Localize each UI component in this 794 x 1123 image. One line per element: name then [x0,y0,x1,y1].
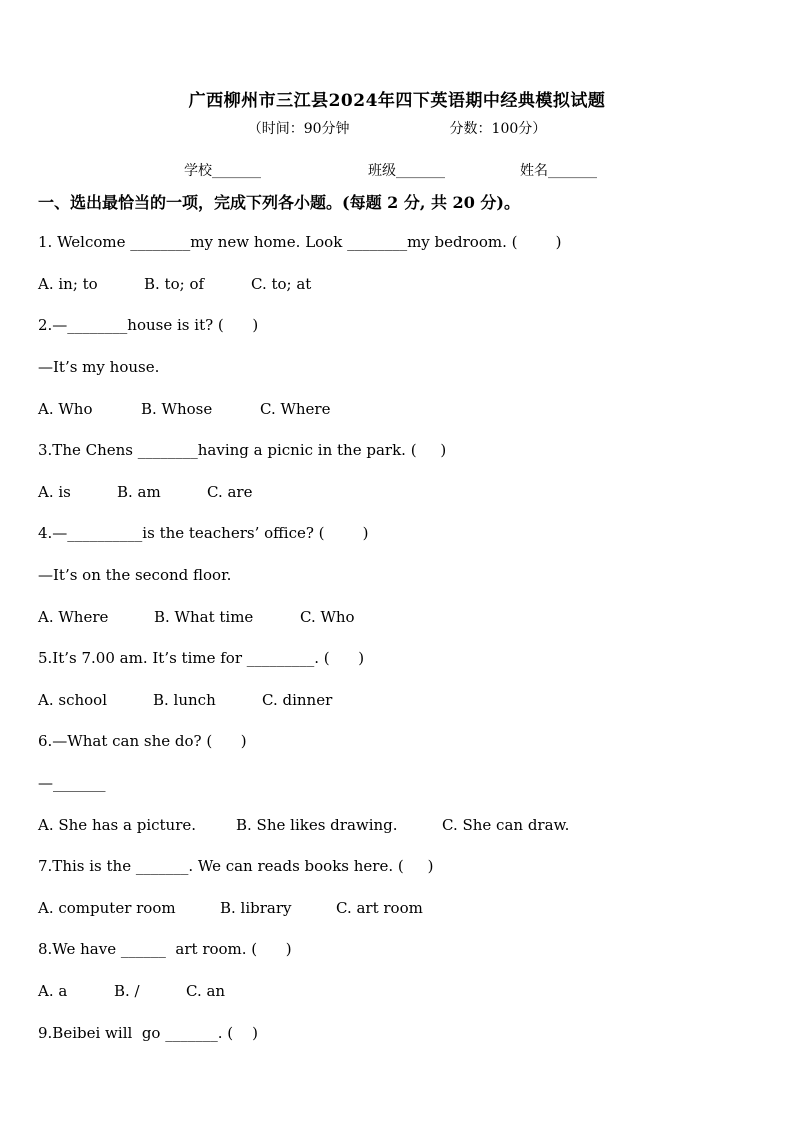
exam-meta [0,118,794,138]
time-limit: （时间：90分钟 [247,121,350,137]
question-5-stem: 5.It’s 7.00 am. It’s time for _________. ( ) [38,649,365,667]
school-field[interactable]: 学校_______ [184,163,261,179]
question-6-stem: 6.—What can she do? ( ) [38,732,247,750]
total-score: 分数：100分） [449,121,547,137]
name-field[interactable]: 姓名_______ [520,163,597,179]
option-c[interactable]: C. to; at [251,275,312,293]
question-2-reply: —It’s my house. [38,358,160,376]
question-2-stem: 2.—________house is it? ( ) [38,316,259,334]
option-c[interactable]: C. art room [336,899,423,917]
option-b[interactable]: B. to; of [144,275,205,293]
option-b[interactable]: B. What time [154,608,254,626]
option-c[interactable]: C. an [186,982,226,1000]
question-4-stem: 4.—__________is the teachers’ office? ( ) [38,524,369,542]
option-c[interactable]: C. are [207,483,253,501]
option-a[interactable]: A. computer room [38,899,176,917]
question-8-stem: 8.We have ______ art room. ( ) [38,940,292,958]
question-6-reply: —_______ [38,774,106,792]
option-a[interactable]: A. Who [38,400,93,418]
option-b[interactable]: B. am [117,483,161,501]
option-a[interactable]: A. in; to [38,275,98,293]
option-a[interactable]: A. is [38,483,71,501]
question-7-stem: 7.This is the _______. We can reads books here. ( ) [38,857,434,875]
question-1-stem: 1. Welcome ________my new home. Look ________my bedroom. ( ) [38,233,562,251]
class-field[interactable]: 班级_______ [368,163,445,179]
option-a[interactable]: A. school [38,691,107,709]
option-a[interactable]: A. Where [38,608,109,626]
option-b[interactable]: B. lunch [153,691,216,709]
option-a[interactable]: A. She has a picture. [38,816,197,834]
option-c[interactable]: C. dinner [262,691,333,709]
option-a[interactable]: A. a [38,982,68,1000]
option-b[interactable]: B. She likes drawing. [236,816,398,834]
option-b[interactable]: B. / [114,982,140,1000]
section-heading: 一、选出最恰当的一项，完成下列各小题。(每题 2 分, 共 20 分)。 [38,193,520,212]
option-c[interactable]: C. Where [260,400,331,418]
page-title: 广西柳州市三江县2024年四下英语期中经典模拟试题 [188,91,606,111]
option-c[interactable]: C. Who [300,608,355,626]
option-b[interactable]: B. Whose [141,400,213,418]
option-c[interactable]: C. She can draw. [442,816,570,834]
option-b[interactable]: B. library [220,899,292,917]
question-4-reply: —It’s on the second floor. [38,566,232,584]
question-9-stem: 9.Beibei will go _______. ( ) [38,1024,259,1042]
question-3-stem: 3.The Chens ________having a picnic in the park. ( ) [38,441,447,459]
